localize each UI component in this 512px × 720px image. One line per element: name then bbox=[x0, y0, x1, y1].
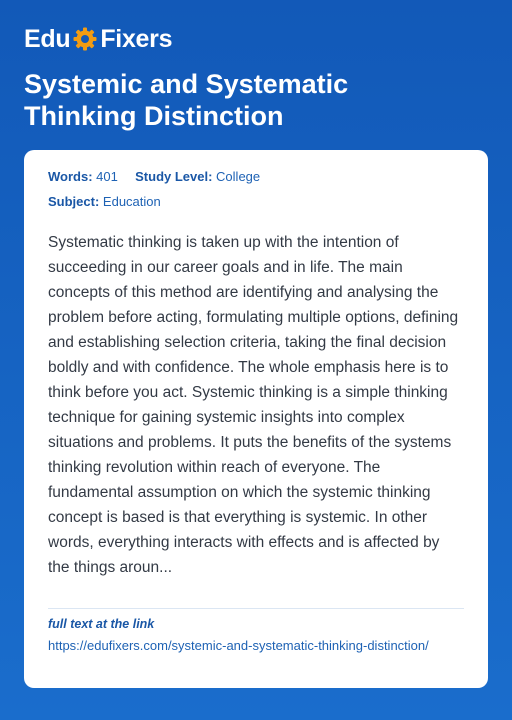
logo-text-edu: Edu bbox=[24, 24, 71, 53]
title-line-2: Thinking Distinction bbox=[24, 101, 284, 131]
page-title bbox=[24, 68, 484, 132]
full-text-label: full text at the link bbox=[48, 617, 155, 631]
edufixers-logo[interactable] bbox=[24, 24, 172, 54]
meta-row-1 bbox=[48, 169, 260, 184]
subject-label: Subject: bbox=[48, 194, 100, 209]
subject-value: Education bbox=[102, 194, 161, 209]
full-text-link[interactable]: https://edufixers.com/systemic-and-systematic-thinking-distinction/ bbox=[48, 638, 429, 653]
study-level-value: College bbox=[216, 169, 261, 184]
meta-row-2 bbox=[48, 194, 161, 209]
study-level-label: Study Level: bbox=[135, 169, 213, 184]
logo-text-fixers: Fixers bbox=[100, 24, 173, 53]
title-line-1: Systemic and Systematic bbox=[24, 69, 349, 99]
words-label: Words: bbox=[48, 169, 93, 184]
essay-card bbox=[24, 150, 488, 688]
gear-icon bbox=[72, 26, 98, 52]
essay-excerpt: Systematic thinking is taken up with the intention of succeeding in our career goals and in life. The main concepts of this method are identifying and analysing the problem before acting, formulating multiple options, defining and establishing selection criteria, taking the final decision boldly and with confidence. The whole emphasis here is to think before you act. Systemic thinking is a simple thinking technique for gaining systemic insights into complex situations and problems. It puts the benefits of the systems thinking revolution within reach of everyone. The fundamental assumption on which the systemic thinking concept is based is that everything is systemic. In other words, everything interacts with effects and is affected by the things aroun... bbox=[48, 234, 459, 576]
words-value: 401 bbox=[96, 169, 118, 184]
divider bbox=[48, 608, 464, 609]
